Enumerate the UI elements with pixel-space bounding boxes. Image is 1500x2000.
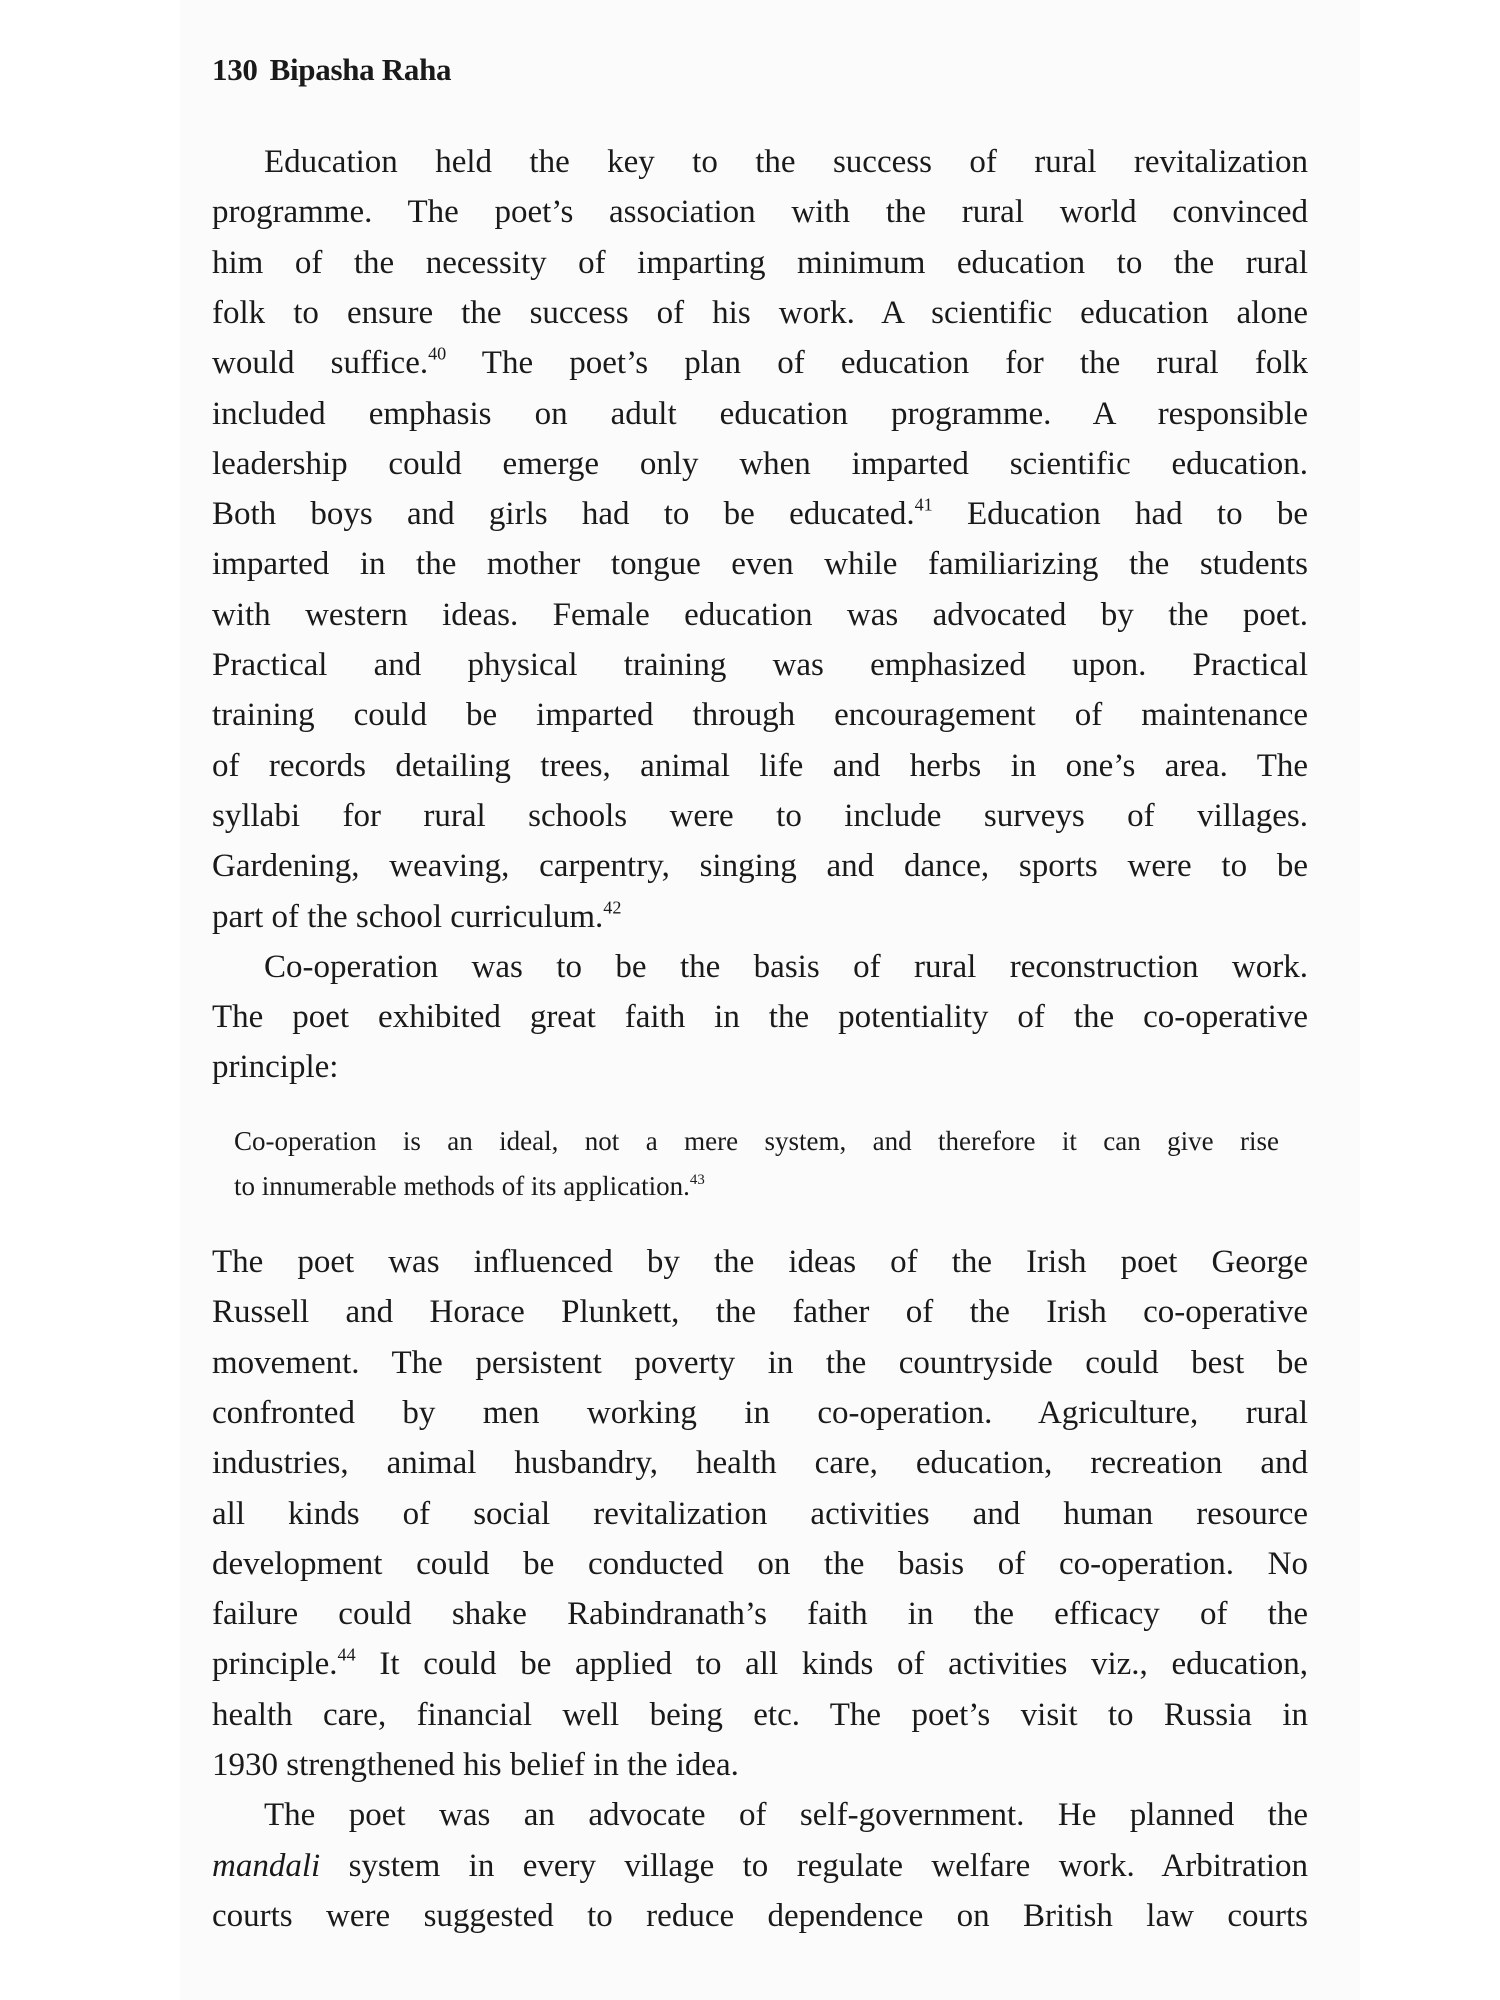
text-line: him of the necessity of imparting minimum education to the rural bbox=[212, 244, 1308, 281]
footnote-ref: 40 bbox=[428, 343, 447, 364]
text-line: part of the school curriculum.$^{42}$ bbox=[212, 896, 622, 935]
text-line: principle.$^{44}$ It could be applied to all kinds of activities viz., education, bbox=[212, 1644, 1308, 1683]
text-line: The poet exhibited great faith in the potentiality of the co-operative bbox=[212, 999, 1308, 1036]
text-line: Gardening, weaving, carpentry, singing and dance, sports were to be bbox=[212, 848, 1308, 885]
text-line: failure could shake Rabindranath’s faith in the efficacy of the bbox=[212, 1596, 1308, 1633]
text-line: with western ideas. Female education was advocated by the poet. bbox=[212, 596, 1308, 633]
page-number: 130 bbox=[212, 52, 258, 87]
text-line: 1930 strengthened his belief in the idea. bbox=[212, 1747, 739, 1783]
text-line: The poet was influenced by the ideas of the Irish poet George bbox=[212, 1244, 1308, 1280]
text-line: all kinds of social revitalization activities and human resource bbox=[212, 1495, 1308, 1532]
text-line: movement. The persistent poverty in the countryside could best be bbox=[212, 1344, 1308, 1381]
text-line: Russell and Horace Plunkett, the father of the Irish co-operative bbox=[212, 1294, 1308, 1331]
text-line: leadership could emerge only when imparted scientific education. bbox=[212, 445, 1308, 482]
italic-term: mandali bbox=[212, 1847, 321, 1884]
text-line: Co-operation was to be the basis of rural reconstruction work. bbox=[264, 948, 1308, 985]
footnote-ref: 42 bbox=[603, 896, 622, 917]
text-line: of records detailing trees, animal life and herbs in one’s area. The bbox=[212, 747, 1308, 784]
footnote-ref: 41 bbox=[914, 494, 933, 515]
blockquote-line: Co-operation is an ideal, not a mere system, and therefore it can give rise bbox=[234, 1126, 1279, 1156]
text-line: mandali system in every village to regulate welfare work. Arbitration bbox=[212, 1847, 1308, 1884]
text-line: syllabi for rural schools were to include surveys of villages. bbox=[212, 797, 1308, 834]
text-line: confronted by men working in co-operation. Agriculture, rural bbox=[212, 1394, 1308, 1431]
text-line: principle: bbox=[212, 1049, 339, 1086]
text-line: The poet was an advocate of self-government. He planned the bbox=[264, 1797, 1308, 1834]
running-header bbox=[212, 52, 451, 88]
text-line: training could be imparted through encouragement of maintenance bbox=[212, 697, 1308, 734]
text-line: Both boys and girls had to be educated.$^{41}$ Education had to be bbox=[212, 494, 1308, 533]
text-line: programme. The poet’s association with the rural world convinced bbox=[212, 194, 1308, 231]
text-line: included emphasis on adult education programme. A responsible bbox=[212, 395, 1308, 432]
text-line: development could be conducted on the basis of co-operation. No bbox=[212, 1545, 1308, 1582]
text-line: would suffice.$^{40}$ The poet’s plan of education for the rural folk bbox=[212, 343, 1308, 382]
blockquote-line: to innumerable methods of its application.$^{43}$ bbox=[234, 1171, 705, 1201]
text-line: folk to ensure the success of his work. A scientific education alone bbox=[212, 294, 1308, 331]
text-line: Practical and physical training was emphasized upon. Practical bbox=[212, 647, 1308, 683]
footnote-ref: 43 bbox=[689, 1171, 705, 1188]
text-line: health care, financial well being etc. The poet’s visit to Russia in bbox=[212, 1696, 1308, 1733]
text-line: imparted in the mother tongue even while familiarizing the students bbox=[212, 546, 1308, 583]
text-line: Education held the key to the success of rural revitalization bbox=[264, 144, 1308, 180]
text-line: courts were suggested to reduce dependence on British law courts bbox=[212, 1897, 1308, 1934]
author-name: Bipasha Raha bbox=[269, 52, 452, 87]
footnote-ref: 44 bbox=[337, 1644, 356, 1665]
text-line: industries, animal husbandry, health care, education, recreation and bbox=[212, 1445, 1308, 1482]
